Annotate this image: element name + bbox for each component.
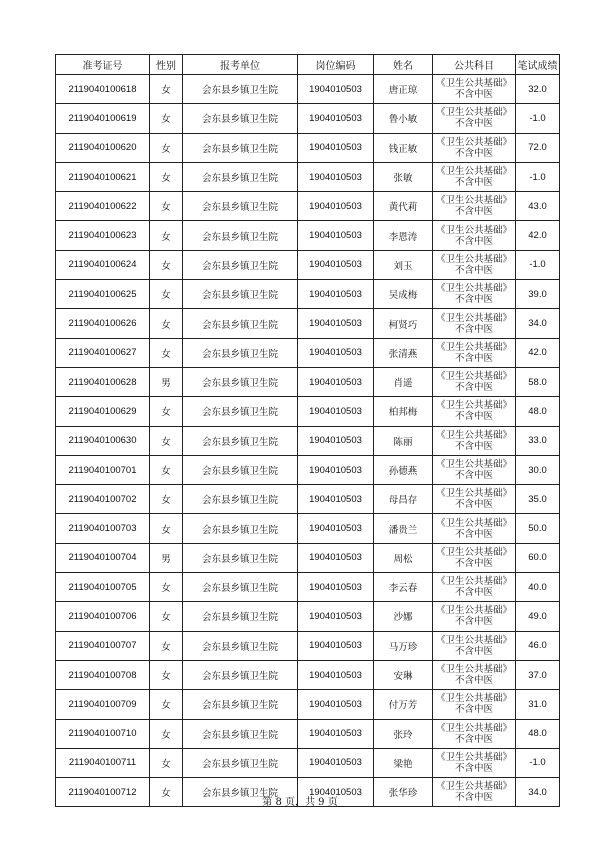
cell-gender: 女: [150, 426, 183, 455]
cell-unit: 会东县乡镇卫生院: [183, 660, 298, 689]
cell-score: 32.0: [516, 75, 560, 104]
cell-exam-id: 2119040100627: [56, 338, 150, 367]
cell-subject: [433, 221, 516, 250]
cell-exam-id: 2119040100625: [56, 280, 150, 309]
cell-score: 35.0: [516, 485, 560, 514]
cell-unit: 会东县乡镇卫生院: [183, 573, 298, 602]
cell-gender: 男: [150, 367, 183, 396]
cell-gender: 女: [150, 338, 183, 367]
subject-name: 《卫生公共基础》: [435, 429, 512, 441]
cell-name: 陈丽: [374, 426, 433, 455]
cell-position-code: 1904010503: [298, 75, 374, 104]
table-row: [56, 660, 560, 689]
cell-gender: 女: [150, 250, 183, 279]
cell-unit: 会东县乡镇卫生院: [183, 397, 298, 426]
cell-gender: 女: [150, 455, 183, 484]
subject-name: 《卫生公共基础》: [435, 488, 512, 500]
subject-note: 不含中医: [454, 206, 493, 218]
cell-subject: [433, 367, 516, 396]
subject-note: 不含中医: [454, 411, 493, 423]
cell-name: 马万珍: [374, 631, 433, 660]
subject-name: 《卫生公共基础》: [435, 605, 512, 617]
table-row: [56, 602, 560, 631]
cell-gender: 女: [150, 690, 183, 719]
cell-score: 42.0: [516, 338, 560, 367]
cell-gender: 女: [150, 602, 183, 631]
cell-unit: 会东县乡镇卫生院: [183, 367, 298, 396]
subject-note: 不含中医: [454, 323, 493, 335]
cell-gender: 女: [150, 397, 183, 426]
cell-unit: 会东县乡镇卫生院: [183, 75, 298, 104]
cell-exam-id: 2119040100710: [56, 719, 150, 748]
cell-gender: 女: [150, 485, 183, 514]
cell-position-code: 1904010503: [298, 748, 374, 777]
page-footer: [0, 793, 600, 808]
subject-note: 不含中医: [454, 382, 493, 394]
current-page-number: 8: [275, 797, 282, 808]
cell-exam-id: 2119040100620: [56, 133, 150, 162]
cell-subject: [433, 748, 516, 777]
subject-name: 《卫生公共基础》: [435, 664, 512, 676]
cell-subject: [433, 162, 516, 191]
cell-score: 30.0: [516, 455, 560, 484]
cell-score: -1.0: [516, 250, 560, 279]
subject-name: 《卫生公共基础》: [435, 693, 512, 705]
footer-prefix: 第: [262, 797, 276, 808]
subject-note: 不含中医: [454, 294, 493, 306]
cell-subject: [433, 602, 516, 631]
subject-note: 不含中医: [454, 440, 493, 452]
cell-name: 唐正琼: [374, 75, 433, 104]
cell-score: 39.0: [516, 280, 560, 309]
cell-position-code: 1904010503: [298, 660, 374, 689]
cell-unit: 会东县乡镇卫生院: [183, 426, 298, 455]
cell-exam-id: 2119040100623: [56, 221, 150, 250]
subject-name: 《卫生公共基础》: [435, 546, 512, 558]
cell-subject: [433, 455, 516, 484]
footer-suffix: 页: [324, 797, 338, 808]
cell-name: 沙娜: [374, 602, 433, 631]
cell-position-code: 1904010503: [298, 573, 374, 602]
cell-gender: 女: [150, 75, 183, 104]
subject-note: 不含中医: [454, 587, 493, 599]
subject-note: 不含中医: [454, 147, 493, 159]
table-row: [56, 543, 560, 572]
table-row: [56, 397, 560, 426]
cell-position-code: 1904010503: [298, 631, 374, 660]
cell-exam-id: 2119040100708: [56, 660, 150, 689]
subject-name: 《卫生公共基础》: [435, 634, 512, 646]
cell-name: 肖遥: [374, 367, 433, 396]
cell-exam-id: 2119040100701: [56, 455, 150, 484]
cell-exam-id: 2119040100629: [56, 397, 150, 426]
header-score: 笔试成绩: [516, 55, 560, 75]
subject-note: 不含中医: [454, 89, 493, 101]
cell-exam-id: 2119040100712: [56, 778, 150, 807]
cell-position-code: 1904010503: [298, 397, 374, 426]
cell-position-code: 1904010503: [298, 250, 374, 279]
cell-exam-id: 2119040100711: [56, 748, 150, 777]
subject-note: 不含中医: [454, 177, 493, 189]
cell-name: 梁艳: [374, 748, 433, 777]
cell-score: 50.0: [516, 514, 560, 543]
cell-position-code: 1904010503: [298, 338, 374, 367]
cell-exam-id: 2119040100626: [56, 309, 150, 338]
cell-gender: 女: [150, 514, 183, 543]
cell-score: 48.0: [516, 397, 560, 426]
cell-subject: [433, 660, 516, 689]
cell-gender: 女: [150, 309, 183, 338]
cell-name: 安琳: [374, 660, 433, 689]
cell-subject: [433, 485, 516, 514]
cell-exam-id: 2119040100618: [56, 75, 150, 104]
header-gender: 性别: [150, 55, 183, 75]
subject-note: 不含中医: [454, 675, 493, 687]
cell-unit: 会东县乡镇卫生院: [183, 631, 298, 660]
subject-note: 不含中医: [454, 528, 493, 540]
cell-subject: [433, 397, 516, 426]
subject-name: 《卫生公共基础》: [435, 341, 512, 353]
table-row: [56, 133, 560, 162]
cell-unit: 会东县乡镇卫生院: [183, 543, 298, 572]
cell-position-code: 1904010503: [298, 426, 374, 455]
cell-name: 李云春: [374, 573, 433, 602]
cell-score: 34.0: [516, 309, 560, 338]
cell-position-code: 1904010503: [298, 514, 374, 543]
subject-name: 《卫生公共基础》: [435, 459, 512, 470]
cell-subject: [433, 309, 516, 338]
cell-position-code: 1904010503: [298, 221, 374, 250]
subject-note: 不含中医: [454, 762, 493, 774]
cell-gender: 女: [150, 631, 183, 660]
cell-gender: 女: [150, 162, 183, 191]
cell-score: -1.0: [516, 748, 560, 777]
subject-name: 《卫生公共基础》: [435, 722, 512, 734]
table-row: [56, 162, 560, 191]
subject-note: 不含中医: [454, 352, 493, 364]
cell-unit: 会东县乡镇卫生院: [183, 133, 298, 162]
cell-score: 43.0: [516, 192, 560, 221]
subject-name: 《卫生公共基础》: [435, 283, 512, 295]
table-row: [56, 573, 560, 602]
table-row: [56, 367, 560, 396]
cell-name: 黄代莉: [374, 192, 433, 221]
cell-position-code: 1904010503: [298, 778, 374, 807]
cell-unit: 会东县乡镇卫生院: [183, 192, 298, 221]
cell-name: 潘贵兰: [374, 514, 433, 543]
cell-exam-id: 2119040100706: [56, 602, 150, 631]
table-row: [56, 309, 560, 338]
header-subject: 公共科目: [433, 55, 516, 75]
cell-score: 40.0: [516, 573, 560, 602]
cell-gender: 女: [150, 573, 183, 602]
cell-position-code: 1904010503: [298, 543, 374, 572]
header-unit: 报考单位: [183, 55, 298, 75]
cell-unit: 会东县乡镇卫生院: [183, 250, 298, 279]
cell-position-code: 1904010503: [298, 280, 374, 309]
cell-name: 柯贤巧: [374, 309, 433, 338]
cell-name: 鲁小敏: [374, 104, 433, 133]
cell-name: 柏邦梅: [374, 397, 433, 426]
cell-score: 31.0: [516, 690, 560, 719]
cell-subject: [433, 338, 516, 367]
cell-subject: [433, 250, 516, 279]
cell-position-code: 1904010503: [298, 719, 374, 748]
cell-subject: [433, 192, 516, 221]
subject-name: 《卫生公共基础》: [435, 136, 512, 148]
cell-unit: 会东县乡镇卫生院: [183, 338, 298, 367]
table-row: [56, 221, 560, 250]
cell-position-code: 1904010503: [298, 485, 374, 514]
header-name: 姓名: [374, 55, 433, 75]
cell-gender: 女: [150, 221, 183, 250]
cell-exam-id: 2119040100702: [56, 485, 150, 514]
cell-name: 张敏: [374, 162, 433, 191]
cell-position-code: 1904010503: [298, 367, 374, 396]
subject-name: 《卫生公共基础》: [435, 517, 512, 529]
subject-name: 《卫生公共基础》: [435, 107, 512, 119]
cell-exam-id: 2119040100624: [56, 250, 150, 279]
cell-subject: [433, 631, 516, 660]
cell-name: 李恩涛: [374, 221, 433, 250]
cell-position-code: 1904010503: [298, 133, 374, 162]
cell-name: 周松: [374, 543, 433, 572]
cell-score: -1.0: [516, 162, 560, 191]
cell-score: 72.0: [516, 133, 560, 162]
cell-subject: [433, 133, 516, 162]
cell-score: 58.0: [516, 367, 560, 396]
cell-name: 张玲: [374, 719, 433, 748]
cell-exam-id: 2119040100630: [56, 426, 150, 455]
cell-subject: [433, 75, 516, 104]
cell-gender: 女: [150, 719, 183, 748]
table-row: [56, 250, 560, 279]
table-row: [56, 455, 560, 484]
subject-name: 《卫生公共基础》: [435, 224, 512, 236]
cell-subject: [433, 426, 516, 455]
cell-unit: 会东县乡镇卫生院: [183, 748, 298, 777]
cell-position-code: 1904010503: [298, 192, 374, 221]
cell-gender: 女: [150, 192, 183, 221]
cell-subject: [433, 719, 516, 748]
subject-name: 《卫生公共基础》: [435, 371, 512, 383]
table-row: [56, 280, 560, 309]
cell-gender: 女: [150, 660, 183, 689]
cell-score: -1.0: [516, 104, 560, 133]
subject-note: 不含中医: [454, 616, 493, 628]
cell-unit: 会东县乡镇卫生院: [183, 690, 298, 719]
subject-note: 不含中医: [454, 557, 493, 569]
subject-name: 《卫生公共基础》: [435, 166, 512, 178]
cell-unit: 会东县乡镇卫生院: [183, 485, 298, 514]
subject-note: 不含中医: [454, 118, 493, 130]
cell-exam-id: 2119040100622: [56, 192, 150, 221]
cell-unit: 会东县乡镇卫生院: [183, 104, 298, 133]
cell-subject: [433, 543, 516, 572]
cell-subject: [433, 280, 516, 309]
subject-name: 《卫生公共基础》: [435, 400, 512, 412]
subject-name: 《卫生公共基础》: [435, 781, 512, 793]
table-row: [56, 719, 560, 748]
table-row: [56, 426, 560, 455]
subject-note: 不含中医: [454, 645, 493, 657]
subject-note: 不含中医: [454, 470, 493, 481]
cell-position-code: 1904010503: [298, 602, 374, 631]
cell-score: 49.0: [516, 602, 560, 631]
subject-name: 《卫生公共基础》: [435, 195, 512, 207]
total-page-count: 9: [318, 797, 325, 808]
subject-note: 不含中医: [454, 264, 493, 276]
cell-position-code: 1904010503: [298, 309, 374, 338]
cell-subject: [433, 514, 516, 543]
table-row: [56, 485, 560, 514]
subject-name: 《卫生公共基础》: [435, 78, 512, 90]
cell-unit: 会东县乡镇卫生院: [183, 221, 298, 250]
cell-unit: 会东县乡镇卫生院: [183, 162, 298, 191]
header-position-code: 岗位编码: [298, 55, 374, 75]
table-body: [56, 75, 560, 807]
cell-score: 37.0: [516, 660, 560, 689]
subject-note: 不含中医: [454, 704, 493, 716]
cell-exam-id: 2119040100705: [56, 573, 150, 602]
cell-exam-id: 2119040100619: [56, 104, 150, 133]
table-row: [56, 631, 560, 660]
cell-exam-id: 2119040100703: [56, 514, 150, 543]
cell-position-code: 1904010503: [298, 690, 374, 719]
subject-note: 不含中医: [454, 499, 493, 511]
cell-gender: 女: [150, 280, 183, 309]
cell-gender: 女: [150, 748, 183, 777]
cell-name: 吴成梅: [374, 280, 433, 309]
table-row: [56, 192, 560, 221]
cell-unit: 会东县乡镇卫生院: [183, 280, 298, 309]
table-row: [56, 748, 560, 777]
subject-name: 《卫生公共基础》: [435, 312, 512, 324]
cell-name: 张清燕: [374, 338, 433, 367]
table-header: [56, 55, 560, 75]
subject-name: 《卫生公共基础》: [435, 751, 512, 763]
cell-unit: 会东县乡镇卫生院: [183, 514, 298, 543]
cell-name: 钱正敏: [374, 133, 433, 162]
cell-gender: 女: [150, 778, 183, 807]
cell-score: 48.0: [516, 719, 560, 748]
subject-note: 不含中医: [454, 733, 493, 745]
cell-name: 母昌存: [374, 485, 433, 514]
table-row: [56, 690, 560, 719]
cell-exam-id: 2119040100707: [56, 631, 150, 660]
cell-position-code: 1904010503: [298, 455, 374, 484]
header-exam-id: 准考证号: [56, 55, 150, 75]
cell-gender: 女: [150, 133, 183, 162]
cell-exam-id: 2119040100621: [56, 162, 150, 191]
cell-subject: [433, 573, 516, 602]
cell-score: 60.0: [516, 543, 560, 572]
subject-note: 不含中医: [454, 235, 493, 247]
cell-name: 张华珍: [374, 778, 433, 807]
cell-unit: 会东县乡镇卫生院: [183, 778, 298, 807]
cell-gender: 女: [150, 104, 183, 133]
cell-score: 33.0: [516, 426, 560, 455]
results-table: [55, 54, 560, 807]
cell-unit: 会东县乡镇卫生院: [183, 719, 298, 748]
footer-middle: 页，共: [281, 797, 319, 808]
cell-score: 42.0: [516, 221, 560, 250]
table-row: [56, 338, 560, 367]
cell-name: 孙德燕: [374, 455, 433, 484]
subject-note: 不含中医: [454, 792, 493, 804]
cell-subject: [433, 104, 516, 133]
cell-name: 刘玉: [374, 250, 433, 279]
cell-unit: 会东县乡镇卫生院: [183, 602, 298, 631]
cell-gender: 男: [150, 543, 183, 572]
cell-score: 46.0: [516, 631, 560, 660]
cell-exam-id: 2119040100628: [56, 367, 150, 396]
table-row: [56, 104, 560, 133]
table-row: [56, 75, 560, 104]
cell-exam-id: 2119040100704: [56, 543, 150, 572]
table-row: [56, 514, 560, 543]
cell-exam-id: 2119040100709: [56, 690, 150, 719]
cell-unit: 会东县乡镇卫生院: [183, 455, 298, 484]
cell-name: 付万芳: [374, 690, 433, 719]
cell-unit: 会东县乡镇卫生院: [183, 309, 298, 338]
cell-score: 34.0: [516, 778, 560, 807]
cell-position-code: 1904010503: [298, 104, 374, 133]
subject-name: 《卫生公共基础》: [435, 253, 512, 265]
header-row: [56, 55, 560, 75]
cell-subject: [433, 690, 516, 719]
subject-name: 《卫生公共基础》: [435, 576, 512, 588]
cell-position-code: 1904010503: [298, 162, 374, 191]
